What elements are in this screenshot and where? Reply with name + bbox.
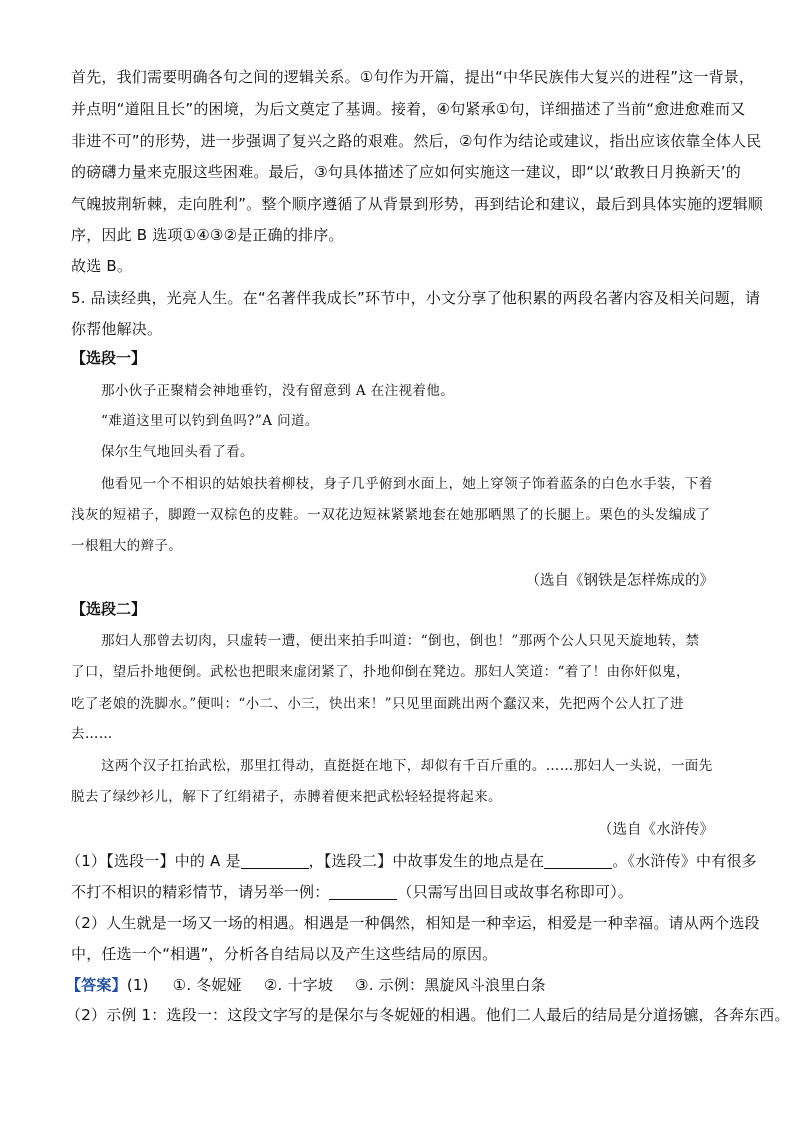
subq1-line2-a: 不打不相识的精彩情节，请另举一例： [71,883,330,901]
analysis-line-1: 首先，我们需要明确各句之间的逻辑关系。①句作为开篇，提出“中华民族伟大复兴的进程”这一背景， [71,68,755,86]
analysis-line-6: 序，因此 B 选项①④③②是正确的排序。 [71,226,344,244]
excerpt-1-line-1: 那小伙子正聚精会神地垂钓，没有留意到 A 在注视着他。 [101,383,455,399]
subq1-line2-b: （只需写出回目或故事名称即可）。 [397,883,634,901]
subquestion-1-line-2 [71,877,731,907]
analysis-line-4: 的磅礴力量来克服这些困难。最后，③句具体描述了应如何实施这一建议，即“以‘敢教日月换新天’的 [71,163,741,181]
excerpt-2-source: （选自《水浒传》 [598,822,714,838]
excerpt-1-line-2: “难道这里可以钓到鱼吗?”A 问道。 [101,413,319,429]
subq1-part-c: 。《水浒传》中有很多 [612,852,757,870]
excerpt-2-line-4: 去…… [71,726,113,742]
excerpt-2-line-5: 这两个汉子扛抬武松，那里扛得动，直挺挺在地下，却似有千百斤重的。……那妇人一头说，一面先 [101,758,713,774]
subquestion-2-line-1: （2）人生就是一场又一场的相遇。相遇是一种偶然，相知是一种幸运，相爱是一种幸福。请从两个选段 [66,914,760,932]
question-5-line-1: 5. 品读经典，光亮人生。在“名著伴我成长”环节中，小文分享了他积累的两段名著内容及相关问题，请 [71,289,761,307]
answer-prefix: (1) [126,976,149,994]
blank-2 [544,852,612,869]
subq1-part-a: （1）【选段一】中的 A 是 [66,852,241,870]
excerpt-2-line-6: 脱去了绿纱衫儿，解下了红绢裙子，赤膊着便来把武松轻轻提将起来。 [71,789,502,805]
blank-1 [241,852,309,869]
analysis-line-5: 气魄披荆斩棘，走向胜利”。整个顺序遵循了从背景到形势，再到结论和建议，最后到具体实施的逻辑顺 [71,195,763,213]
excerpt-2-line-1: 那妇人那曾去切肉，只虚转一遭，便出来拍手叫道：“倒也，倒也！”那两个公人只见天旋地转，禁 [101,633,700,649]
question-5-line-2: 你帮他解决。 [71,320,163,338]
excerpt-2-line-2: 了口，望后扑地便倒。武松也把眼来虚闭紧了，扑地仰倒在凳边。那妇人笑道：“着了！由你奸似鬼， [71,664,690,680]
excerpt-1-line-5: 浅灰的短裙子，脚蹬一双棕色的皮鞋。一双花边短袜紧紧地套在她那晒黑了的长腿上。栗色的头发编成了 [71,507,711,523]
answer-3: ③. 示例：黑旋风斗浪里白条 [355,976,546,994]
excerpt-1-header: 【选段一】 [71,349,147,367]
answer-1: ①. 冬妮娅 [172,976,242,994]
excerpt-2-line-3: 吃了老娘的洗脚水。”便叫：“小二、小三，快出来！”只见里面跳出两个蠢汉来，先把两个公人扛了进 [71,696,684,712]
conclusion: 故选 B。 [71,257,133,275]
blank-3 [329,883,397,900]
excerpt-1-source: （选自《钢铁是怎样炼成的》 [525,573,714,589]
subquestion-1-line-1 [66,846,757,876]
excerpt-1-line-6: 一根粗大的辫子。 [71,538,183,554]
subquestion-2-line-2: 中，任选一个“相遇”，分析各自结局以及产生这些结局的原因。 [71,945,498,963]
excerpt-1-line-4: 他看见一个不相识的姑娘扶着柳枝，身子几乎俯到水面上，她上穿领子饰着蓝条的白色水手装，下着 [101,476,713,492]
subq1-part-b: ，【选段二】中故事发生的地点是在 [308,852,545,870]
analysis-line-3: 非进不可”的形势，进一步强调了复兴之路的艰难。然后，②句作为结论或建议，指出应该依靠全体人民 [71,132,762,150]
excerpt-2-header: 【选段二】 [71,600,147,618]
answer-label: 【答案】 [66,976,127,994]
excerpt-1-line-3: 保尔生气地回头看了看。 [101,444,254,460]
answer-2: ②. 十字坡 [263,976,334,994]
answer-line-1 [66,970,726,1000]
answer-line-2: （2）示例 1：选段一：这段文字写的是保尔与冬妮娅的相遇。他们二人最后的结局是分道扬镳，各奔东西。 [66,1006,790,1024]
analysis-line-2: 并点明“道阻且长”的困境，为后文奠定了基调。接着，④句紧承①句，详细描述了当前“愈进愈难而又 [71,100,746,118]
